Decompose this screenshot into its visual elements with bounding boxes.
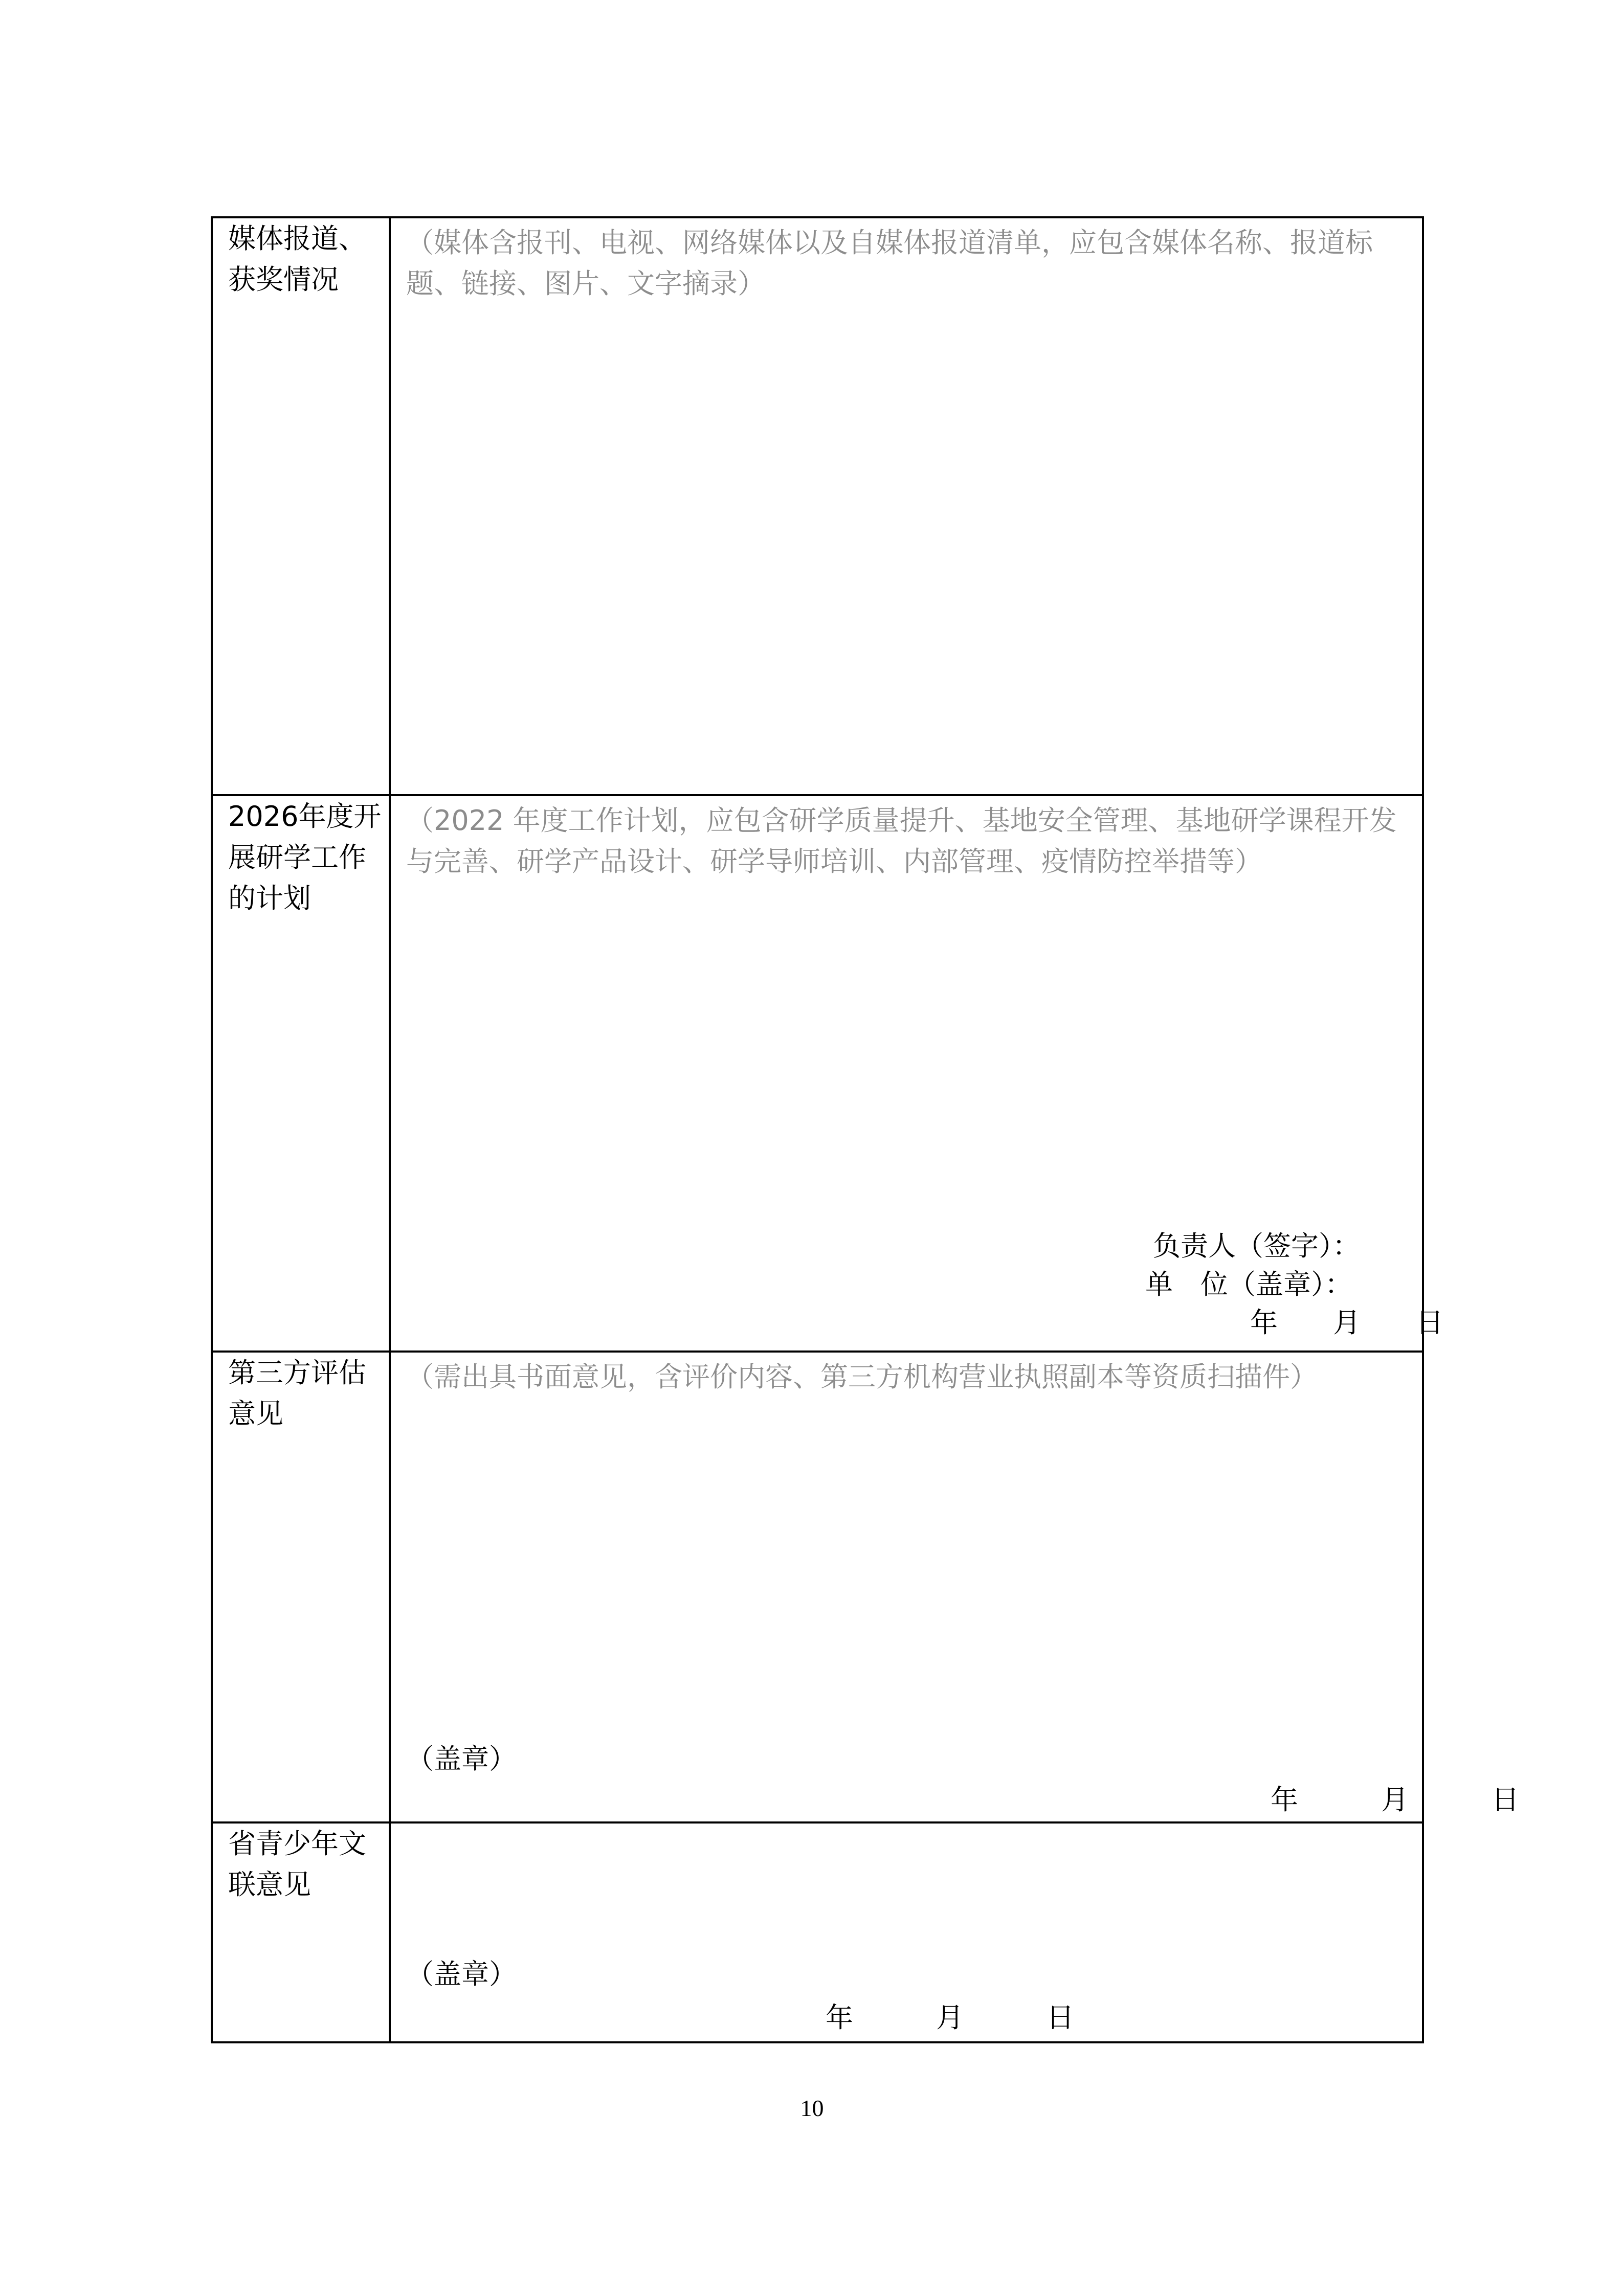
page-number: 10 [800,2095,824,2121]
youth-federation-label: 省青少年文 联意见 [228,1828,366,1901]
youth-federation-row [212,1822,1423,2042]
youth-federation-content-cell[interactable] [390,1822,1423,2042]
annual-plan-content-cell[interactable] [390,795,1443,1352]
youth-federation-label-cell [212,1822,390,2042]
signer-signature-label: 负责人（签字）： [1153,1230,1360,1262]
third-party-row [212,1352,1423,1822]
application-form-table [211,216,1519,2043]
annual-plan-row [212,795,1423,1352]
annual-plan-label: 2026年度开 展研学工作 的计划 [228,800,382,914]
media-awards-hint: （媒体含报刊、电视、网络媒体以及自媒体报道清单，应包含媒体名称、报道标题、链接、图片、文字摘录） [406,227,1373,300]
third-party-seal-label: （盖章） [406,1743,517,1775]
media-awards-label: 媒体报道、 获奖情况 [228,222,366,296]
media-awards-content-cell[interactable] [390,217,1423,795]
unit-seal-label: 单 位（盖章）： [1145,1268,1352,1300]
annual-plan-hint: （2022 年度工作计划，应包含研学质量提升、基地安全管理、基地研学课程开发与完善、研学产品设计、研学导师培训、内部管理、疫情防控举措等） [406,804,1397,877]
media-awards-label-cell [212,217,390,795]
youth-federation-date-line: 年 月 日 [826,2001,1074,2034]
third-party-hint: （需出具书面意见，含评价内容、第三方机构营业执照副本等资质扫描件） [406,1361,1318,1393]
youth-federation-seal-label: （盖章） [406,1958,517,1990]
third-party-date-line: 年 月 日 [1271,1784,1519,1816]
third-party-label-cell [212,1352,390,1822]
plan-date-line: 年 月 日 [1250,1307,1443,1339]
annual-plan-label-cell [212,795,390,1352]
media-awards-row [212,217,1423,795]
third-party-label: 第三方评估 意见 [228,1357,366,1430]
third-party-content-cell[interactable] [390,1352,1519,1822]
